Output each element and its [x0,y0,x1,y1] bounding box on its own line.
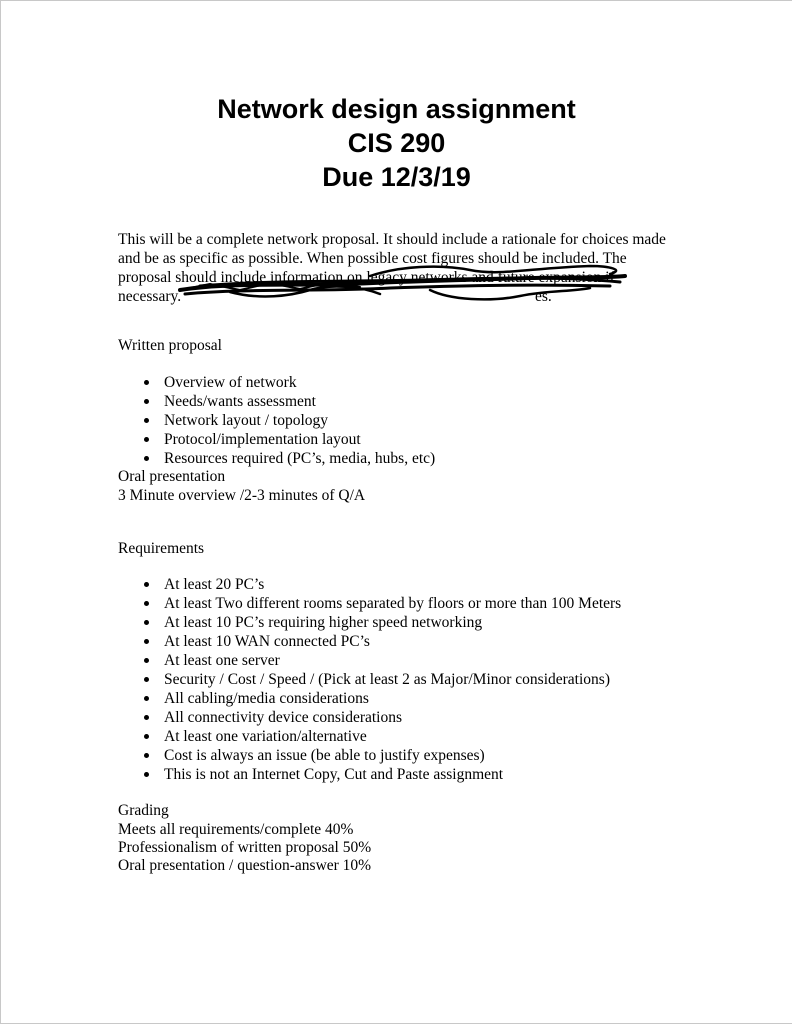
list-item: This is not an Internet Copy, Cut and Paste assignment [118,765,718,784]
grading-line: Professionalism of written proposal 50% [118,839,372,856]
list-item: Security / Cost / Speed / (Pick at least 2 as Major/Minor considerations) [118,670,718,689]
requirements-heading: Requirements [118,540,205,557]
document-title [0,92,793,194]
requirements-list [118,575,718,784]
list-item: At least one server [118,651,718,670]
grading-line: Meets all requirements/complete 40% [118,821,354,838]
list-item: At least Two different rooms separated by floors or more than 100 Meters [118,594,718,613]
list-item: At least one variation/alternative [118,727,718,746]
redaction-scribble [170,256,640,306]
oral-presentation-heading: Oral presentation [118,468,226,485]
title-line-2: CIS 290 [347,128,446,158]
list-item: Needs/wants assessment [118,392,718,411]
title-line-1: Network design assignment [217,94,576,124]
intro-text: This will be a complete network proposal. It should include a rationale for choices made and be as specific as possible. When possible cost figures should be included. The proposal should include information on legacy networks and future expansion if necessary. [118,231,666,305]
list-item: Network layout / topology [118,411,718,430]
list-item: Overview of network [118,373,718,392]
written-proposal-heading: Written proposal [118,337,222,354]
list-item: All connectivity device considerations [118,708,718,727]
list-item: At least 20 PC’s [118,575,718,594]
grading-heading: Grading [118,802,169,819]
list-item: At least 10 PC’s requiring higher speed networking [118,613,718,632]
list-item: Resources required (PC’s, media, hubs, etc) [118,449,718,468]
list-item: At least 10 WAN connected PC’s [118,632,718,651]
list-item: Cost is always an issue (be able to justify expenses) [118,746,718,765]
written-proposal-list [118,373,718,468]
oral-presentation-detail: 3 Minute overview /2-3 minutes of Q/A [118,487,366,504]
list-item: Protocol/implementation layout [118,430,718,449]
title-line-3: Due 12/3/19 [322,162,471,192]
grading-line: Oral presentation / question-answer 10% [118,857,372,874]
intro-redacted-tail: es. [535,288,552,305]
list-item: All cabling/media considerations [118,689,718,708]
